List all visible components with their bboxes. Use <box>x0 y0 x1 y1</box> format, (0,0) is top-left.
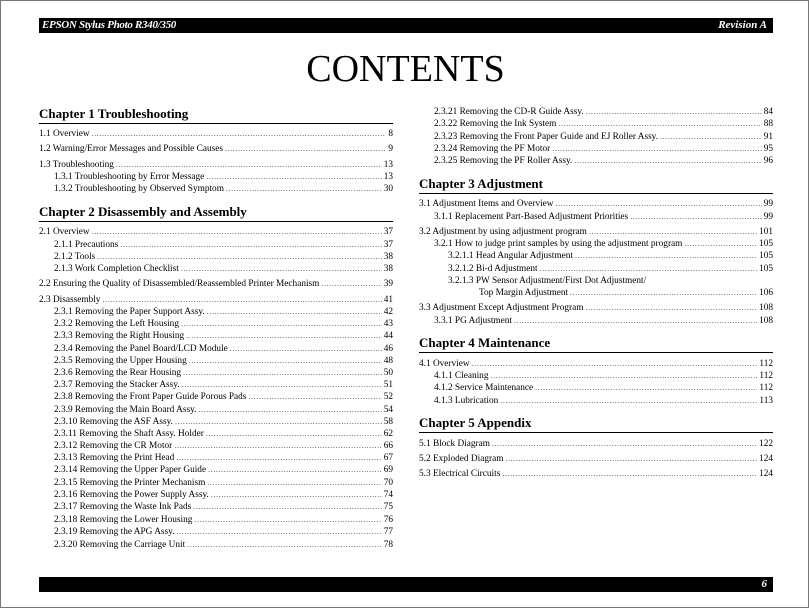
dot-leader <box>492 438 757 450</box>
page-number: 13 <box>383 160 393 170</box>
chapter-heading[interactable]: Chapter 1 Troubleshooting <box>39 106 393 124</box>
page-number: 122 <box>759 439 773 449</box>
dot-leader <box>586 106 762 118</box>
toc-entry[interactable]: 2.3.18 Removing the Lower Housing ..... 76 <box>39 514 393 526</box>
dot-leader <box>206 428 382 440</box>
dot-leader <box>198 404 381 416</box>
toc-entry[interactable]: 3.1.1 Replacement Part-Based Adjustment Priorities ..... 99 <box>419 211 773 223</box>
page-number: 69 <box>383 465 393 475</box>
page-header-bar <box>39 18 773 33</box>
page-number: 9 <box>388 144 393 154</box>
dot-leader <box>684 238 757 250</box>
toc-entry[interactable]: 3.2.1.2 Bi-d Adjustment ..... 105 <box>419 263 773 275</box>
page-number: 112 <box>759 383 773 393</box>
page-number: 46 <box>383 344 393 354</box>
dot-leader <box>207 477 381 489</box>
toc-entry[interactable]: 2.3.17 Removing the Waste Ink Pads ..... 75 <box>39 501 393 513</box>
dot-leader <box>120 239 381 251</box>
page-number: 84 <box>763 107 773 117</box>
toc-entry[interactable]: 5.1 Block Diagram ..... 122 <box>419 438 773 450</box>
toc-entry[interactable]: 2.3.25 Removing the PF Roller Assy. ..... 96 <box>419 155 773 167</box>
toc-entry[interactable]: 2.1 Overview ..... 37 <box>39 226 393 238</box>
dot-leader <box>211 489 382 501</box>
dot-leader <box>230 343 382 355</box>
toc-entry[interactable]: 3.2.1.1 Head Angular Adjustment ..... 105 <box>419 250 773 262</box>
page-number: 108 <box>759 303 773 313</box>
toc-entry[interactable]: 2.3.1 Removing the Paper Support Assy. ..... 42 <box>39 306 393 318</box>
dot-leader <box>181 263 382 275</box>
dot-leader <box>502 468 757 480</box>
dot-leader <box>500 395 757 407</box>
toc-entry[interactable]: 1.3 Troubleshooting ..... 13 <box>39 159 393 171</box>
dot-leader <box>193 501 381 513</box>
dot-leader <box>248 391 381 403</box>
dot-leader <box>514 315 757 327</box>
dot-leader <box>552 143 761 155</box>
toc-entry[interactable]: 2.3.24 Removing the PF Motor ..... 95 <box>419 143 773 155</box>
dot-leader <box>225 143 386 155</box>
toc-entry[interactable]: 2.1.2 Tools ..... 38 <box>39 251 393 263</box>
page-number: 41 <box>383 295 393 305</box>
document-title: EPSON Stylus Photo R340/350 <box>42 19 177 31</box>
page-number: 38 <box>383 252 393 262</box>
page-number: 95 <box>763 144 773 154</box>
toc-entry[interactable]: 4.1.3 Lubrication ..... 113 <box>419 395 773 407</box>
dot-leader <box>208 464 382 476</box>
toc-entry[interactable]: 3.2.1.3 PW Sensor Adjustment/First Dot Adjustment/ <box>448 276 647 286</box>
page-number: 112 <box>759 371 773 381</box>
dot-leader <box>183 367 382 379</box>
page-number: 52 <box>383 392 393 402</box>
page-number: 51 <box>383 380 393 390</box>
page-number: 70 <box>383 478 393 488</box>
page-number: 77 <box>383 527 393 537</box>
page-number-label: 6 <box>761 578 767 590</box>
dot-leader <box>589 226 757 238</box>
dot-leader <box>176 452 381 464</box>
toc-entry[interactable]: 3.3.1 PG Adjustment ..... 108 <box>419 315 773 327</box>
dot-leader <box>535 382 757 394</box>
page-number: 101 <box>759 227 773 237</box>
page-number: 106 <box>759 288 773 298</box>
dot-leader <box>574 155 761 167</box>
toc-entry[interactable]: 2.1.1 Precautions ..... 37 <box>39 239 393 251</box>
page-footer-bar <box>39 577 773 592</box>
page-number: 48 <box>383 356 393 366</box>
dot-leader <box>586 302 758 314</box>
page-number: 50 <box>383 368 393 378</box>
toc-entry[interactable]: 5.2 Exploded Diagram ..... 124 <box>419 453 773 465</box>
chapter-heading[interactable]: Chapter 5 Appendix <box>419 415 773 433</box>
dot-leader <box>630 211 762 223</box>
toc-entry[interactable]: 2.3.5 Removing the Upper Housing ..... 48 <box>39 355 393 367</box>
page-title: CONTENTS <box>306 48 505 90</box>
toc-entry[interactable]: 2.3.22 Removing the Ink System ..... 88 <box>419 118 773 130</box>
page-number: 37 <box>383 227 393 237</box>
chapter-heading[interactable]: Chapter 2 Disassembly and Assembly <box>39 204 393 222</box>
dot-leader <box>189 355 382 367</box>
toc-entry[interactable]: 3.3 Adjustment Except Adjustment Program ..... 108 <box>419 302 773 314</box>
toc-entry[interactable]: 1.3.1 Troubleshooting by Error Message ..... 13 <box>39 171 393 183</box>
dot-leader <box>116 159 382 171</box>
page-number: 88 <box>763 119 773 129</box>
dot-leader <box>186 330 382 342</box>
dot-leader <box>540 263 757 275</box>
page-number: 124 <box>759 454 773 464</box>
toc-entry[interactable]: 2.3.6 Removing the Rear Housing ..... 50 <box>39 367 393 379</box>
toc-entry[interactable]: 2.3.19 Removing the APG Assy. ..... 77 <box>39 526 393 538</box>
page-number: 105 <box>759 239 773 249</box>
toc-entry[interactable]: 2.3 Disassembly ..... 41 <box>39 294 393 306</box>
dot-leader <box>182 379 382 391</box>
page-number: 30 <box>383 184 393 194</box>
page-number: 113 <box>759 396 773 406</box>
page-number: 91 <box>763 132 773 142</box>
toc-entry[interactable]: 1.1 Overview ..... 8 <box>39 128 393 140</box>
toc-entry[interactable]: 2.3.8 Removing the Front Paper Guide Porous Pads ..... 52 <box>39 391 393 403</box>
toc-entry[interactable]: 5.3 Electrical Circuits ..... 124 <box>419 468 773 480</box>
dot-leader <box>177 526 382 538</box>
page-number: 74 <box>383 490 393 500</box>
page-number: 105 <box>759 251 773 261</box>
toc-entry[interactable]: 3.2 Adjustment by using adjustment program ..... 101 <box>419 226 773 238</box>
dot-leader <box>321 278 381 290</box>
toc-entry[interactable]: 2.3.14 Removing the Upper Paper Guide ..... 69 <box>39 464 393 476</box>
dot-leader <box>226 183 382 195</box>
page-number: 54 <box>383 405 393 415</box>
dot-leader <box>92 128 387 140</box>
toc-entry[interactable]: 4.1 Overview ..... 112 <box>419 358 773 370</box>
chapter-heading[interactable]: Chapter 3 Adjustment <box>419 176 773 194</box>
toc-entry[interactable]: 2.3.21 Removing the CD-R Guide Assy. ..... 84 <box>419 106 773 118</box>
dot-leader <box>92 226 382 238</box>
page-number: 99 <box>763 212 773 222</box>
toc-entry[interactable]: 2.3.15 Removing the Printer Mechanism ..... 70 <box>39 477 393 489</box>
toc-entry[interactable]: 2.3.10 Removing the ASF Assy. ..... 58 <box>39 416 393 428</box>
page-number: 105 <box>759 264 773 274</box>
toc-entry[interactable]: 4.1.1 Cleaning ..... 112 <box>419 370 773 382</box>
page-number: 124 <box>759 469 773 479</box>
dot-leader <box>175 416 382 428</box>
page-number: 42 <box>383 307 393 317</box>
toc-entry[interactable]: 1.2 Warning/Error Messages and Possible Causes ..... 9 <box>39 143 393 155</box>
toc-entry[interactable]: 2.3.9 Removing the Main Board Assy. ..... 54 <box>39 404 393 416</box>
page-number: 44 <box>383 331 393 341</box>
toc-entry[interactable]: 2.3.2 Removing the Left Housing ..... 43 <box>39 318 393 330</box>
toc-entry[interactable]: 2.3.13 Removing the Print Head ..... 67 <box>39 452 393 464</box>
dot-leader <box>505 453 757 465</box>
toc-entry[interactable]: 2.3.16 Removing the Power Supply Assy. ..... 74 <box>39 489 393 501</box>
page-number: 13 <box>383 172 393 182</box>
toc-entry[interactable]: 2.1.3 Work Completion Checklist ..... 38 <box>39 263 393 275</box>
page-number: 37 <box>383 240 393 250</box>
page-number: 62 <box>383 429 393 439</box>
toc-entry[interactable]: 2.3.20 Removing the Carriage Unit ..... 78 <box>39 539 393 551</box>
page-number: 76 <box>383 515 393 525</box>
dot-leader <box>558 118 761 130</box>
dot-leader <box>97 251 381 263</box>
dot-leader <box>102 294 381 306</box>
dot-leader <box>207 306 382 318</box>
dot-leader <box>181 318 382 330</box>
page-number: 96 <box>763 156 773 166</box>
dot-leader <box>187 539 382 551</box>
page-number: 66 <box>383 441 393 451</box>
toc-entry[interactable]: 2.3.4 Removing the Panel Board/LCD Module ..... 46 <box>39 343 393 355</box>
page-number: 39 <box>383 279 393 289</box>
page-number: 67 <box>383 453 393 463</box>
toc-entry[interactable]: 4.1.2 Service Maintenance ..... 112 <box>419 382 773 394</box>
page-number: 75 <box>383 502 393 512</box>
dot-leader <box>490 370 757 382</box>
toc-entry[interactable]: 2.2 Ensuring the Quality of Disassembled/Reassembled Printer Mechanism ..... 39 <box>39 278 393 290</box>
toc-entry[interactable]: 2.3.11 Removing the Shaft Assy. Holder ..... 62 <box>39 428 393 440</box>
page-number: 38 <box>383 264 393 274</box>
toc-entry[interactable]: Top Margin Adjustment ..... 106 <box>419 287 773 299</box>
toc-entry[interactable]: 1.3.2 Troubleshooting by Observed Symptom ..... 30 <box>39 183 393 195</box>
toc-entry[interactable]: 3.1 Adjustment Items and Overview ..... 99 <box>419 198 773 210</box>
toc-entry[interactable]: 2.3.7 Removing the Stacker Assy. ..... 51 <box>39 379 393 391</box>
dot-leader <box>575 250 757 262</box>
chapter-heading[interactable]: Chapter 4 Maintenance <box>419 335 773 353</box>
toc-entry[interactable]: 2.3.23 Removing the Front Paper Guide and EJ Roller Assy. ..... 91 <box>419 131 773 143</box>
page-number: 78 <box>383 540 393 550</box>
dot-leader <box>556 198 762 210</box>
dot-leader <box>660 131 762 143</box>
page-number: 99 <box>763 199 773 209</box>
page-number: 58 <box>383 417 393 427</box>
page-number: 43 <box>383 319 393 329</box>
dot-leader <box>174 440 381 452</box>
dot-leader <box>472 358 758 370</box>
revision-label: Revision A <box>718 19 767 31</box>
page-number: 108 <box>759 316 773 326</box>
dot-leader <box>206 171 381 183</box>
toc-entry[interactable]: 2.3.12 Removing the CR Motor ..... 66 <box>39 440 393 452</box>
dot-leader <box>570 287 757 299</box>
page-number: 8 <box>388 129 393 139</box>
dot-leader <box>194 514 381 526</box>
page-number: 112 <box>759 359 773 369</box>
toc-entry[interactable]: 2.3.3 Removing the Right Housing ..... 44 <box>39 330 393 342</box>
toc-entry[interactable]: 3.2.1 How to judge print samples by using the adjustment program ..... 105 <box>419 238 773 250</box>
